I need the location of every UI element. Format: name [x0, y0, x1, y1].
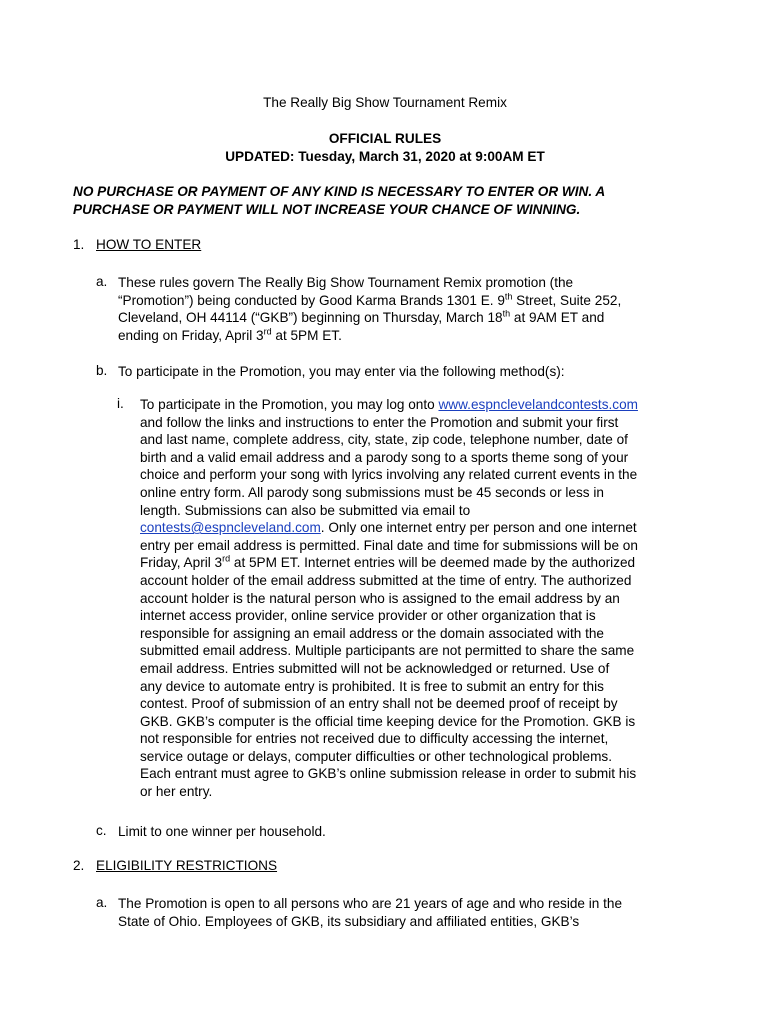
item-1a-line-3: [118, 309, 698, 327]
section-2-number: 2.: [73, 858, 85, 873]
sub-i-line-8-post: . Only one internet entry per person and one internet: [320, 520, 637, 536]
item-1a-line-4-pre: ending on Friday, April 3: [118, 327, 264, 343]
item-1c-text: Limit to one winner per household.: [118, 824, 326, 839]
sub-i-line-12: account holder is the natural person who is assigned to the email address by an: [140, 590, 620, 606]
sub-i-line-9: entry per email address is permitted. Final date and time for submissions will be on: [140, 537, 638, 553]
item-1a-line-3-pre: Cleveland, OH 44114 (“GKB”) beginning on Thursday, March 18: [118, 310, 503, 326]
notice-line-2: PURCHASE OR PAYMENT WILL NOT INCREASE YOUR CHANCE OF WINNING.: [73, 202, 581, 217]
section-1-title: HOW TO ENTER: [96, 237, 202, 252]
item-1a-line-2-post: Street, Suite 252,: [512, 292, 622, 308]
sub-i-line-3: and last name, complete address, city, state, zip code, telephone number, date of: [140, 432, 628, 448]
section-1-number: 1.: [73, 237, 85, 252]
sub-i-line-22: Each entrant must agree to GKB’s online submission release in order to submit his: [140, 766, 637, 782]
sub-i-line-2: and follow the links and instructions to enter the Promotion and submit your first: [140, 414, 619, 430]
item-2a-text: [118, 895, 698, 930]
sub-i-line-7: length. Submissions can also be submitted via email to: [140, 502, 471, 518]
item-2a-line-2: State of Ohio. Employees of GKB, its subsidiary and affiliated entities, GKB’s: [118, 913, 580, 929]
sub-i-line-10-sup: rd: [222, 553, 231, 564]
sub-i-line-13: internet access provider, online service provider or other organization that is: [140, 608, 596, 624]
item-1a-line-1: These rules govern The Really Big Show Tournament Remix promotion (the: [118, 275, 574, 290]
sub-i-line-19: GKB. GKB’s computer is the official time keeping device for the Promotion. GKB is: [140, 713, 636, 729]
item-1a-line-2-pre: “Promotion”) being conducted by Good Karma Brands 1301 E. 9: [118, 292, 505, 308]
item-1b-text: To participate in the Promotion, you may enter via the following method(s):: [118, 364, 565, 379]
item-1a-line-4-sup: rd: [263, 326, 272, 337]
sub-i-line-23: or her entry.: [140, 784, 213, 800]
sub-i-line-4: birth and a valid email address and a parody song to a sports theme song of your: [140, 449, 629, 465]
item-1a-line-4-post: at 5PM ET.: [271, 327, 342, 343]
sub-i-line-6: online entry form. All parody song submissions must be 45 seconds or less in: [140, 484, 604, 500]
item-2a-line-1: The Promotion is open to all persons who are 21 years of age and who reside in the: [118, 896, 623, 911]
item-1a-line-3-post: at 9AM ET and: [510, 310, 605, 326]
sub-i-line-17: any device to automate entry is prohibited. It is free to submit an entry for this: [140, 678, 604, 694]
document-title: The Really Big Show Tournament Remix: [263, 95, 507, 110]
item-1a-line-2: [118, 292, 698, 310]
sub-i-line-10: [140, 554, 700, 572]
sub-i-line-1: [140, 396, 700, 414]
sub-i-line-14: responsible for assigning an email address or the domain associated with the: [140, 625, 604, 641]
sub-i-line-21: service outage or delays, computer difficulties or other technological problems.: [140, 748, 612, 764]
item-1b-i-text: [140, 396, 700, 801]
item-1a-line-2-sup: th: [504, 291, 513, 302]
sub-i-line-10-pre: Friday, April 3: [140, 555, 223, 571]
official-rules-heading: OFFICIAL RULES: [328, 131, 442, 146]
item-1b-letter: b.: [96, 363, 108, 378]
section-2-title: ELIGIBILITY RESTRICTIONS: [96, 858, 278, 873]
contests-email-link[interactable]: contests@espncleveland.com: [140, 520, 321, 536]
sub-i-line-16: email address. Entries submitted will not be acknowledged or returned. Use of: [140, 660, 610, 676]
rules-header: [0, 130, 770, 166]
sub-i-line-8: [140, 519, 700, 537]
sub-i-line-5: choice and perform your song with lyrics involving any related current events in the: [140, 467, 638, 483]
item-1a-line-3-sup: th: [502, 308, 511, 319]
no-purchase-notice: [73, 183, 713, 219]
item-1c-letter: c.: [96, 823, 107, 838]
sub-i-line-10-post: at 5PM ET. Internet entries will be deemed made by the authorized: [230, 555, 636, 571]
item-1a-letter: a.: [96, 274, 108, 289]
sub-i-line-15: submitted email address. Multiple participants are not permitted to share the same: [140, 643, 635, 659]
item-1a-line-4: [118, 327, 698, 345]
updated-date: UPDATED: Tuesday, March 31, 2020 at 9:00AM ET: [225, 149, 545, 164]
contests-website-link[interactable]: www.espnclevelandcontests.com: [438, 397, 638, 412]
item-1a-text: [118, 274, 698, 344]
sub-i-line-18: contest. Proof of submission of an entry shall not be deemed proof of receipt by: [140, 696, 618, 712]
sub-i-line-11: account holder of the email address submitted at the time of entry. The authorized: [140, 572, 632, 588]
sub-i-line-1-pre: To participate in the Promotion, you may log onto: [140, 397, 439, 412]
item-1b-i-numeral: i.: [117, 396, 124, 411]
sub-i-line-20: not responsible for entries not received due to difficulty accessing the internet,: [140, 731, 609, 747]
item-2a-letter: a.: [96, 895, 108, 910]
notice-line-1: NO PURCHASE OR PAYMENT OF ANY KIND IS NECESSARY TO ENTER OR WIN. A: [73, 184, 606, 199]
